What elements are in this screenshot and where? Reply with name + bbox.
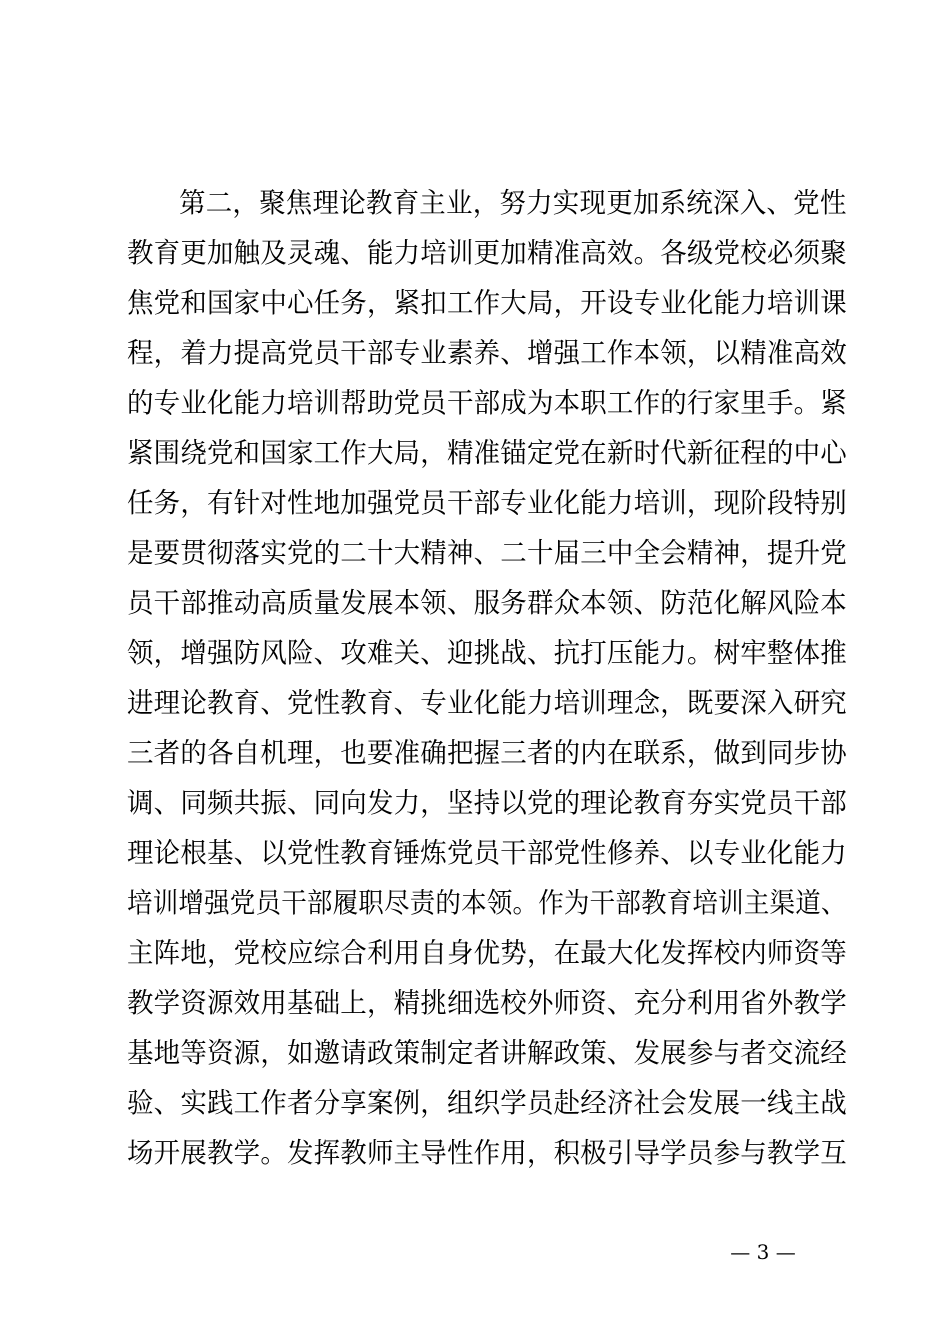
- text-line: 第二，聚焦理论教育主业，努力实现更加系统深入、党性: [179, 187, 847, 219]
- text-line: 进理论教育、党性教育、专业化能力培训理念，既要深入研究: [127, 687, 847, 719]
- text-line: 场开展教学。发挥教师主导性作用，积极引导学员参与教学互: [127, 1137, 847, 1169]
- text-line: 焦党和国家中心任务，紧扣工作大局，开设专业化能力培训课: [127, 287, 847, 319]
- text-line: 程，着力提高党员干部专业素养、增强工作本领，以精准高效: [127, 337, 847, 369]
- text-line: 理论根基、以党性教育锤炼党员干部党性修养、以专业化能力: [127, 837, 847, 869]
- text-line: 验、实践工作者分享案例，组织学员赴经济社会发展一线主战: [127, 1087, 847, 1119]
- text-line: 领，增强防风险、攻难关、迎挑战、抗打压能力。树牢整体推: [127, 637, 847, 669]
- text-line: 教学资源效用基础上，精挑细选校外师资、充分利用省外教学: [127, 987, 847, 1019]
- text-line: 员干部推动高质量发展本领、服务群众本领、防范化解风险本: [127, 587, 847, 619]
- text-line: 教育更加触及灵魂、能力培训更加精准高效。各级党校必须聚: [127, 237, 847, 269]
- text-line: 培训增强党员干部履职尽责的本领。作为干部教育培训主渠道、: [127, 887, 847, 919]
- text-line: 三者的各自机理，也要准确把握三者的内在联系，做到同步协: [127, 737, 847, 769]
- page-number: — 3 —: [730, 1240, 796, 1264]
- text-line: 主阵地，党校应综合利用自身优势，在最大化发挥校内师资等: [127, 937, 847, 969]
- text-line: 是要贯彻落实党的二十大精神、二十届三中全会精神，提升党: [127, 537, 847, 569]
- text-line: 调、同频共振、同向发力，坚持以党的理论教育夯实党员干部: [127, 787, 847, 819]
- text-line: 紧围绕党和国家工作大局，精准锚定党在新时代新征程的中心: [127, 437, 847, 469]
- text-line: 基地等资源，如邀请政策制定者讲解政策、发展参与者交流经: [127, 1037, 847, 1069]
- text-line: 的专业化能力培训帮助党员干部成为本职工作的行家里手。紧: [127, 387, 847, 419]
- text-line: 任务，有针对性地加强党员干部专业化能力培训，现阶段特别: [127, 487, 847, 519]
